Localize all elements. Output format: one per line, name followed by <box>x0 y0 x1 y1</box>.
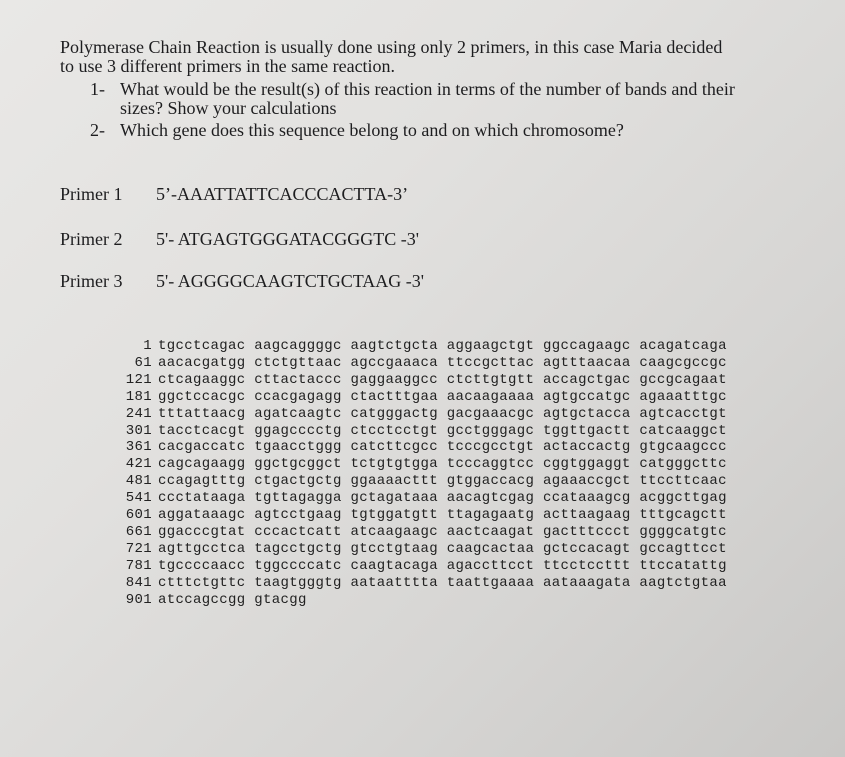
sequence-position: 541 <box>125 490 152 507</box>
sequence-bases: tacctcacgt ggagcccctg ctcctcctgt gcctgggagc tggttgactt catcaaggct <box>158 422 727 439</box>
sequence-bases: cacgaccatc tgaacctggg catcttcgcc tcccgcctgt actaccactg gtgcaagccc <box>158 439 727 456</box>
sequence-position: 1 <box>143 338 152 354</box>
sequence-bases: atccagccgg gtacgg <box>158 591 307 608</box>
sequence-bases: aggataaagc agtcctgaag tgtggatgtt ttagagaatg acttaagaag tttgcagctt <box>158 507 727 524</box>
question-1-number: 1- <box>90 79 105 99</box>
intro-line-2: to use 3 different primers in the same reaction. <box>60 56 396 76</box>
sequence-bases: aacacgatgg ctctgttaac agccgaaaca ttccgcttac agtttaacaa caagcgccgc <box>158 354 727 371</box>
sequence-position: 721 <box>125 540 152 557</box>
sequence-position: 241 <box>125 405 152 422</box>
sequence-position: 61 <box>134 354 152 371</box>
sequence-bases: agttgcctca tagcctgctg gtcctgtaag caagcactaa gctccacagt gccagttcct <box>158 540 727 557</box>
primer-1-label: Primer 1 <box>60 184 123 204</box>
sequence-bases: tttattaacg agatcaagtc catgggactg gacgaaacgc agtgctacca agtcacctgt <box>158 405 727 422</box>
sequence-row <box>118 558 778 575</box>
primer-2-sequence: 5'- ATGAGTGGGATACGGGTC -3' <box>156 229 420 249</box>
sequence-position: 901 <box>125 591 152 608</box>
sequence-position: 361 <box>125 439 152 456</box>
sequence-position: 421 <box>125 456 152 473</box>
primer-3 <box>60 271 560 293</box>
sequence-position: 841 <box>125 574 152 591</box>
sequence-bases: ggacccgtat cccactcatt atcaagaagc aactcaagat gactttccct ggggcatgtc <box>158 523 727 540</box>
primer-2 <box>60 229 560 251</box>
question-intro <box>60 38 780 76</box>
primer-1-sequence: 5’-AAATTATTCACCCACTTA-3’ <box>156 184 409 204</box>
sequence-row <box>118 389 778 406</box>
question-1-line-2: sizes? Show your calculations <box>120 98 337 118</box>
primer-1 <box>60 184 560 206</box>
dna-sequence-block <box>118 338 778 609</box>
sequence-bases: tgccccaacc tggccccatc caagtacaga agaccttcct ttcctccttt ttccatattg <box>158 557 727 574</box>
sequence-row <box>118 490 778 507</box>
sequence-row <box>118 372 778 389</box>
question-2-line-1: Which gene does this sequence belong to and on which chromosome? <box>120 120 624 140</box>
sequence-row <box>118 524 778 541</box>
sequence-position: 181 <box>125 388 152 405</box>
question-1-text <box>120 80 735 118</box>
primer-3-sequence: 5'- AGGGGCAAGTCTGCTAAG -3' <box>156 271 425 291</box>
sequence-position: 661 <box>125 523 152 540</box>
sequence-bases: cagcagaagg ggctgcggct tctgtgtgga tcccaggtcc cggtggaggt catgggcttc <box>158 456 727 473</box>
question-2 <box>90 121 790 141</box>
sequence-row <box>118 592 778 609</box>
sequence-bases: tgcctcagac aagcaggggc aagtctgcta aggaagctgt ggccagaagc acagatcaga <box>158 338 727 354</box>
sequence-row <box>118 423 778 440</box>
question-2-number: 2- <box>90 120 105 140</box>
question-2-text <box>120 121 624 140</box>
sequence-bases: ccctataaga tgttagagga gctagataaa aacagtcgag ccataaagcg acggcttgag <box>158 490 727 507</box>
sequence-row <box>118 456 778 473</box>
sequence-position: 301 <box>125 422 152 439</box>
sequence-row <box>118 406 778 423</box>
question-1 <box>90 80 790 120</box>
sequence-position: 601 <box>125 507 152 524</box>
sequence-position: 481 <box>125 473 152 490</box>
sequence-row <box>118 473 778 490</box>
sequence-position: 781 <box>125 557 152 574</box>
sequence-bases: ctcagaaggc cttactaccc gaggaaggcc ctcttgtgtt accagctgac gccgcagaat <box>158 371 727 388</box>
sequence-bases: ggctccacgc ccacgagagg ctactttgaa aacaagaaaa agtgccatgc agaaatttgc <box>158 388 727 405</box>
sequence-row <box>118 575 778 592</box>
sequence-bases: ctttctgttc taagtgggtg aataatttta taattgaaaa aataaagata aagtctgtaa <box>158 574 727 591</box>
intro-line-1: Polymerase Chain Reaction is usually done using only 2 primers, in this case Maria decided <box>60 37 723 57</box>
sequence-row <box>118 507 778 524</box>
sequence-row <box>118 541 778 558</box>
sequence-position: 121 <box>125 371 152 388</box>
primer-2-label: Primer 2 <box>60 229 123 249</box>
primer-3-label: Primer 3 <box>60 271 123 291</box>
sequence-row <box>118 355 778 372</box>
sequence-bases: ccagagtttg ctgactgctg ggaaaacttt gtggaccacg agaaaccgct ttccttcaac <box>158 473 727 490</box>
question-1-line-1: What would be the result(s) of this reaction in terms of the number of bands and their <box>120 79 735 99</box>
sequence-row <box>118 338 778 355</box>
sequence-row <box>118 439 778 456</box>
